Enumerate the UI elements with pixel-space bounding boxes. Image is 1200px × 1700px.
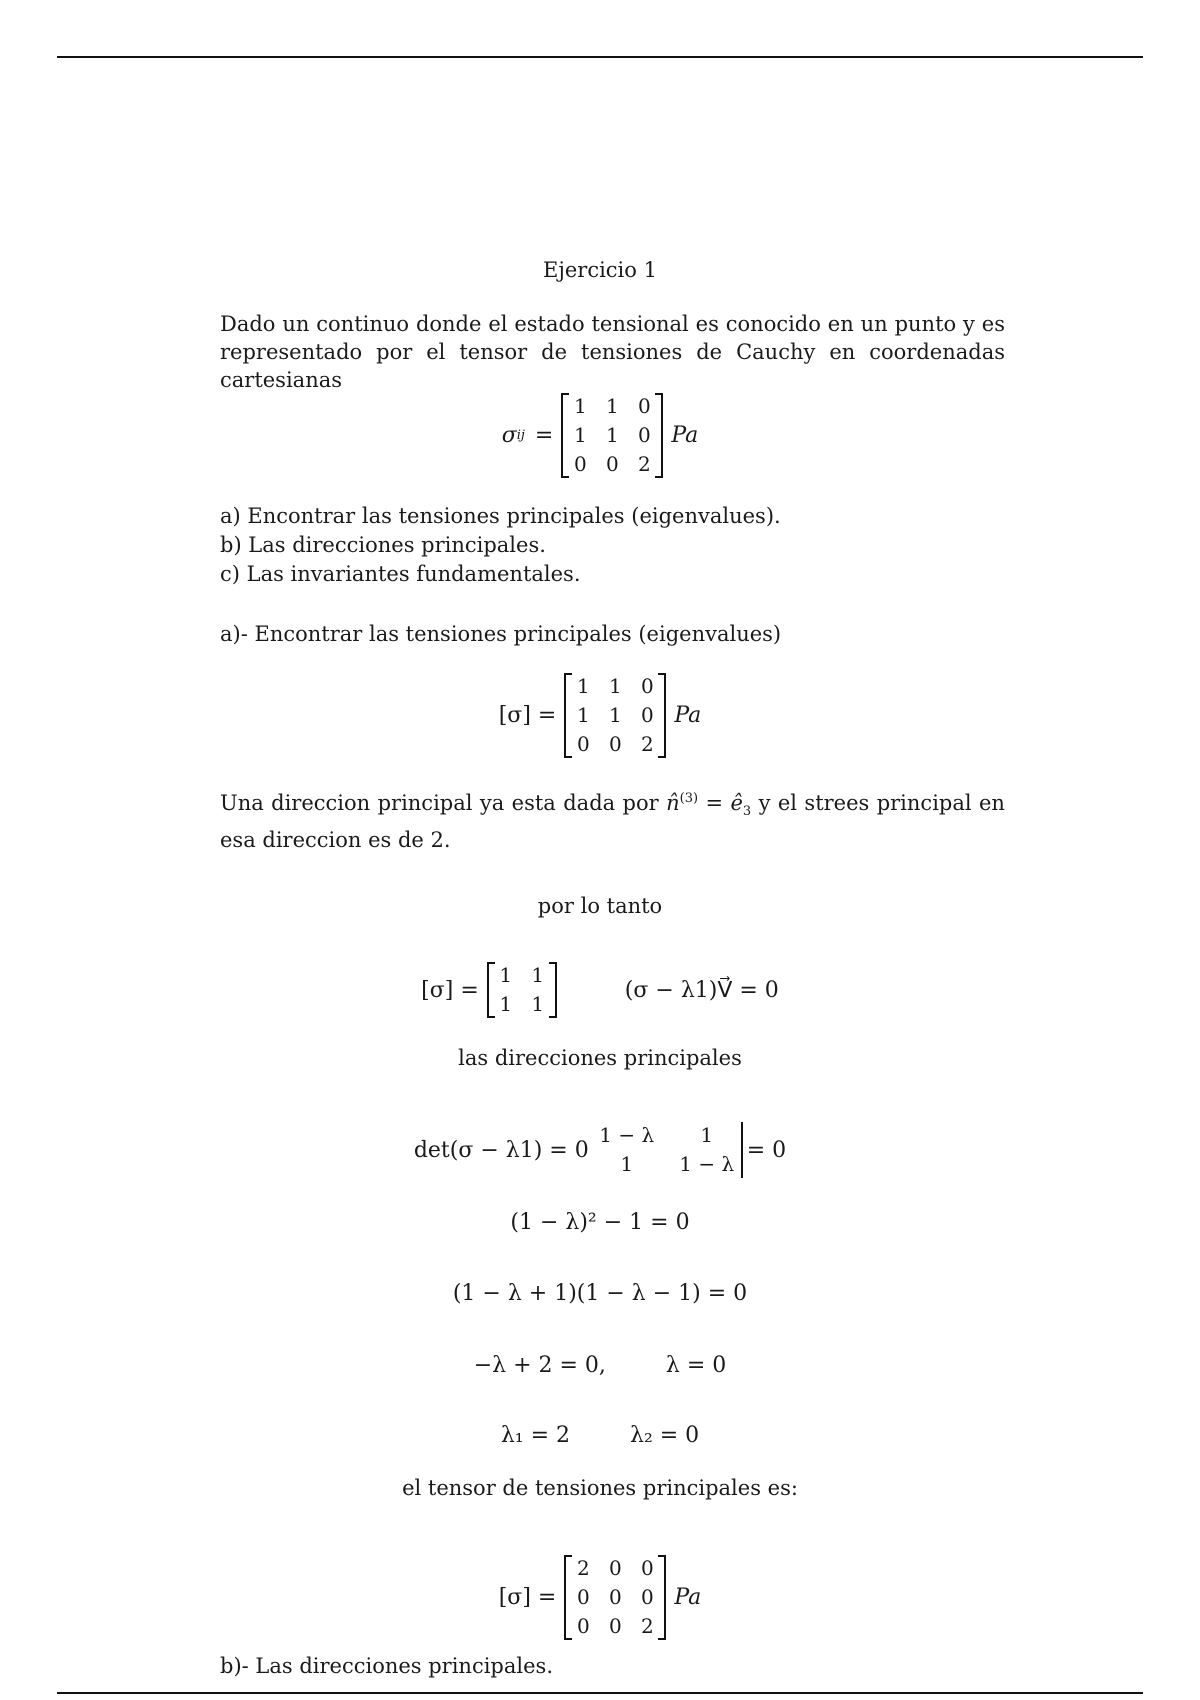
equation-factored: (1 − λ + 1)(1 − λ − 1) = 0: [452, 1280, 748, 1306]
equation-sigma-matrix: [0, 670, 1200, 760]
equation-lambdas: [0, 1418, 1200, 1452]
matrix-cell: 1: [576, 702, 590, 727]
tensor-text: el tensor de tensiones principales es:: [402, 1476, 798, 1500]
equation-reduced-matrix: [0, 960, 1200, 1020]
matrix-cell: 0: [576, 731, 590, 756]
matrix-cell: 1: [608, 673, 622, 698]
unit-pa-2: Pa: [674, 702, 702, 728]
matrix-cell: 0: [573, 451, 587, 476]
sigma-bracket-lhs-9: [σ] =: [498, 1584, 557, 1610]
matrix-cell: 1: [531, 992, 545, 1016]
matrix-cell: 0: [608, 1584, 622, 1609]
task-b: b) Las direcciones principales.: [220, 533, 546, 557]
det-rhs: = 0: [746, 1137, 787, 1163]
las-direcciones-text: las direcciones principales: [458, 1046, 742, 1070]
unit-pa: Pa: [671, 422, 699, 448]
matrix-cell: 1: [605, 422, 619, 447]
root-a: −λ + 2 = 0,: [473, 1352, 606, 1378]
task-a: a) Encontrar las tensiones principales (eigenvalues).: [220, 504, 781, 528]
equation-sigma-ij: [0, 390, 1200, 480]
determinant-matrix: [593, 1122, 743, 1178]
equation-determinant: [0, 1120, 1200, 1180]
matrix-cell: 1: [576, 673, 590, 698]
exercise-title: Ejercicio 1: [543, 258, 657, 282]
top-rule: [57, 56, 1143, 58]
lambda-2: λ₂ = 0: [630, 1422, 700, 1448]
matrix-cell: 0: [640, 1555, 654, 1580]
matrix-cell: 0: [605, 451, 619, 476]
matrix-cell: 2: [640, 731, 654, 756]
det-lhs: det(σ − λ1) = 0: [413, 1137, 589, 1163]
matrix-cell: 2: [640, 1613, 654, 1638]
matrix-cell: 0: [608, 731, 622, 756]
equation-principal-tensor: [0, 1552, 1200, 1642]
stress-matrix: [561, 393, 663, 478]
equals-sign: =: [534, 422, 554, 448]
matrix-cell: 0: [640, 702, 654, 727]
matrix-cell: 0: [576, 1584, 590, 1609]
section-a-heading: a)- Encontrar las tensiones principales (eigenvalues): [220, 622, 782, 646]
matrix-cell: 1: [608, 702, 622, 727]
root-b: λ = 0: [665, 1352, 727, 1378]
matrix-cell: 0: [608, 1555, 622, 1580]
matrix-cell: 0: [640, 673, 654, 698]
sigma-symbol: σ: [501, 422, 517, 448]
matrix-cell: 2: [576, 1555, 590, 1580]
intro-line-1: Dado un continuo donde el estado tensional es conocido en un punto y es: [220, 312, 1005, 336]
equation-roots: [0, 1348, 1200, 1382]
intro-paragraph: [220, 310, 1005, 394]
section-b-heading: b)- Las direcciones principales.: [220, 1654, 553, 1678]
reduced-matrix: [487, 962, 557, 1018]
matrix-cell: 0: [637, 422, 651, 447]
matrix-cell: 1: [499, 992, 513, 1016]
por-lo-tanto: por lo tanto: [537, 894, 663, 918]
matrix-cell: 2: [637, 451, 651, 476]
matrix-cell: 1: [605, 393, 619, 418]
direction-paragraph: [220, 785, 1005, 854]
matrix-cell: 0: [640, 1584, 654, 1609]
bottom-rule: [57, 1692, 1143, 1694]
task-c: c) Las invariantes fundamentales.: [220, 562, 581, 586]
matrix-cell: 1: [700, 1123, 714, 1147]
matrix-cell: 1: [573, 422, 587, 447]
stress-matrix-2: [564, 673, 666, 758]
matrix-cell: 1: [620, 1152, 634, 1176]
matrix-cell: 1 − λ: [679, 1152, 735, 1176]
principal-tensor-matrix: [564, 1555, 666, 1640]
lambda-1: λ₁ = 2: [500, 1422, 570, 1448]
eigen-equation: (σ − λ1)V⃗ = 0: [624, 977, 779, 1003]
sigma-bracket-lhs-3: [σ] =: [421, 977, 479, 1003]
matrix-cell: 0: [608, 1613, 622, 1638]
direction-line-2: esa direccion es de 2.: [220, 828, 451, 853]
sigma-bracket-lhs: [σ] =: [498, 702, 557, 728]
matrix-cell: 1: [531, 963, 545, 987]
matrix-cell: 1: [573, 393, 587, 418]
sigma-subscript: ij: [516, 427, 525, 443]
intro-line-2: representado por el tensor de tensiones de Cauchy en coordenadas cartesianas: [220, 340, 1005, 392]
direction-line-1: Una direccion principal ya esta dada por n̂$^{(3)}$ = $ê_3$ y el strees principal en: [220, 791, 1005, 820]
equation-quadratic: (1 − λ)² − 1 = 0: [510, 1209, 690, 1235]
matrix-cell: 0: [576, 1613, 590, 1638]
unit-pa-9: Pa: [674, 1584, 702, 1610]
matrix-cell: 0: [637, 393, 651, 418]
matrix-cell: 1: [499, 963, 513, 987]
matrix-cell: 1 − λ: [599, 1123, 655, 1147]
